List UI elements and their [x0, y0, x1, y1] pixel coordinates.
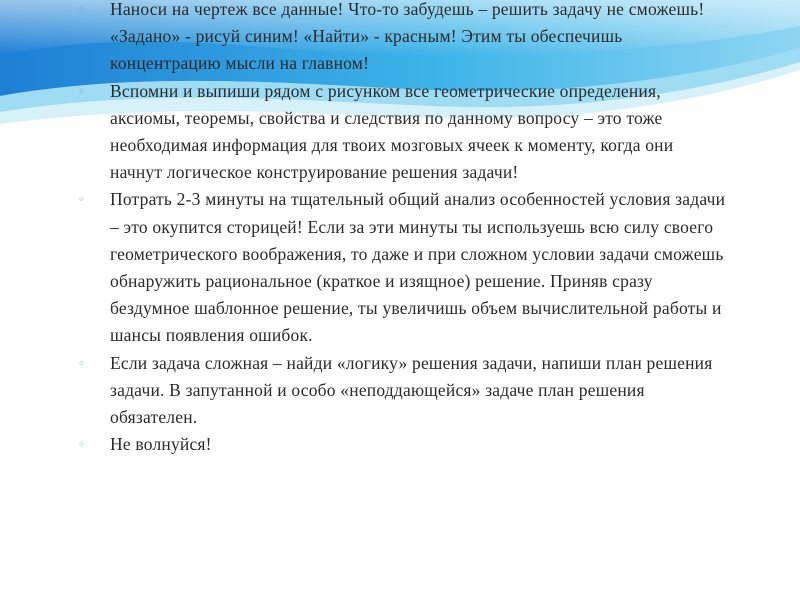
slide-body: [76, 0, 726, 458]
list-item: [76, 350, 726, 432]
list-item: [76, 431, 726, 458]
list-item: [76, 23, 726, 77]
list-item-text: Наноси на чертеж все данные! Что-то забудешь – решить задачу не сможешь!: [110, 0, 705, 19]
bullet-icon: ◦: [78, 30, 85, 44]
list-item: [76, 0, 726, 23]
bullet-icon: ◦: [78, 438, 85, 452]
list-item: [76, 78, 726, 187]
list-item-text: Если задача сложная – найди «логику» решения задачи, напиши план решения задачи. В запутанной и особо «неподдающейся» задаче план решения обязателен.: [110, 352, 713, 428]
bullet-icon: ◦: [78, 84, 85, 98]
list-item: [76, 186, 726, 349]
bullet-list: [76, 0, 726, 458]
list-item-text: Не волнуйся!: [110, 434, 212, 455]
bullet-icon: ◦: [78, 356, 85, 370]
bullet-icon: ◦: [78, 193, 85, 207]
list-item-text: «Задано» - рисуй синим! «Найти» - красным! Этим ты обеспечишь концентрацию мысли на главном!: [110, 26, 623, 74]
list-item-text: Потрать 2-3 минуты на тщательный общий анализ особенностей условия задачи – это окупится сторицей! Если за эти минуты ты используешь всю силу своего геометрического воображения, то даже и при сложном условии задачи сможешь обнаружить рациональное (краткое и изящное) решение. Приняв сразу бездумное шаблонное решение, ты увеличишь объем вычислительной работы и шансы появления ошибок.: [110, 189, 726, 346]
bullet-icon: ◦: [78, 3, 85, 16]
list-item-text: Вспомни и выпиши рядом с рисунком все геометрические определения, аксиомы, теоремы, свойства и следствия по данному вопросу – это тоже необходимая информация для твоих мозговых ячеек к моменту, когда они начнут логическое конструирование решения задачи!: [110, 80, 674, 183]
